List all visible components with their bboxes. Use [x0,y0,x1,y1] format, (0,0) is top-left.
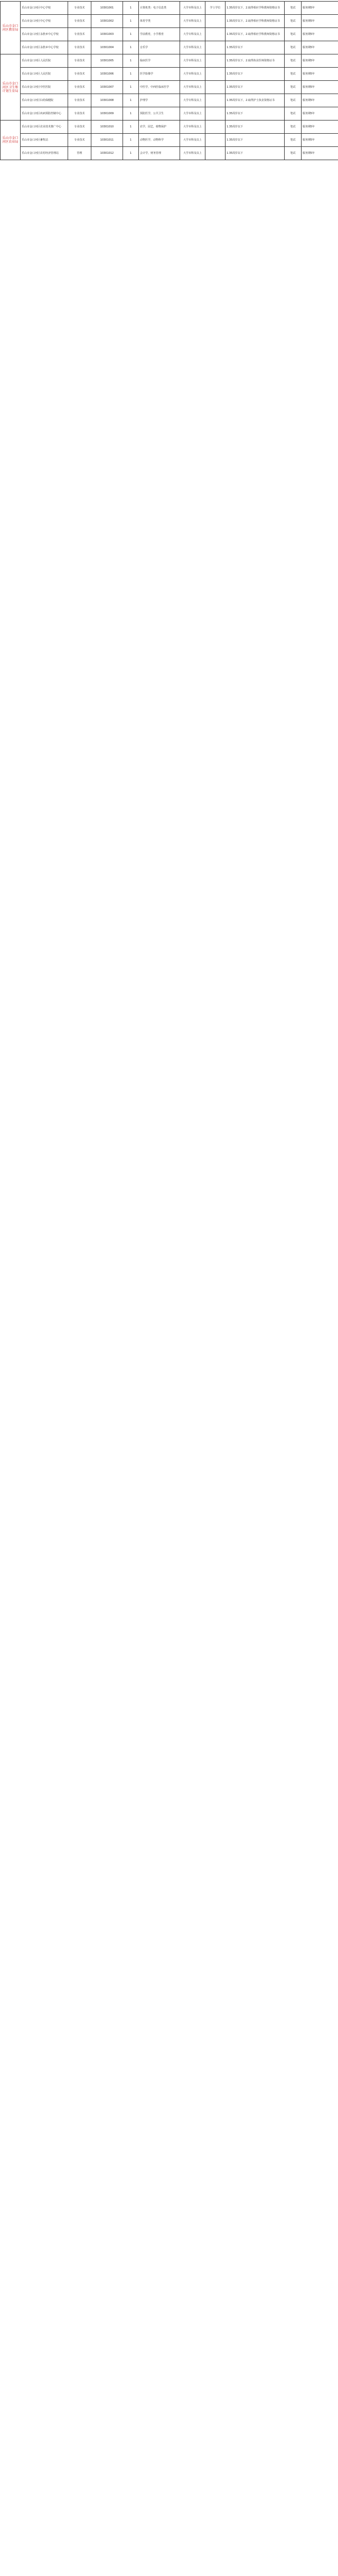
degree-cell [205,28,226,41]
degree-cell [205,15,226,28]
post-code-cell: 10301012 [91,147,123,160]
education-cell: 大学本科及以上 [180,54,205,68]
degree-cell [205,107,226,121]
unit-cell: 乐山市金口河区永胜乡中心学校 [21,28,68,41]
major-cell: 体育学类 [139,15,180,28]
count-cell: 1 [123,81,139,94]
major-cell: 计算机类：电子信息类 [139,2,180,15]
post-type-cell: 专业技术 [68,121,91,134]
post-type-cell: 专业技术 [68,107,91,121]
exam-type-cell: 笔试 [285,2,302,15]
degree-cell [205,147,226,160]
exam-type-cell: 笔试 [285,41,302,54]
major-cell: 护理学 [139,94,180,107]
unit-cell: 乐山市金口河区畜牧站 [21,134,68,147]
degree-cell [205,41,226,54]
requirement-cell: 1.35周岁以下，2.取得相应学科教师资格证书 [226,28,285,41]
count-cell: 1 [123,147,139,160]
table-row [1,107,338,121]
remark-cell: 服务期5年 [302,41,338,54]
count-cell: 1 [123,121,139,134]
major-cell: 医学影像学 [139,68,180,81]
degree-cell [205,54,226,68]
exam-type-cell: 笔试 [285,15,302,28]
major-cell: 预防医学，公共卫生 [139,107,180,121]
unit-cell: 乐山市金口河区永胜乡中心学校 [21,41,68,54]
count-cell: 1 [123,134,139,147]
table-row [1,147,338,160]
remark-cell: 服务期5年 [302,107,338,121]
table-row [1,2,338,15]
department-cell: 乐山市金口河区教育局 [1,2,21,54]
remark-cell: 服务期5年 [302,121,338,134]
remark-cell: 服务期5年 [302,2,338,15]
post-code-cell: 10301002 [91,15,123,28]
post-type-cell: 专业技术 [68,28,91,41]
unit-cell: 乐山市金口河区人民医院 [21,54,68,68]
post-code-cell: 10301009 [91,107,123,121]
remark-cell: 服务期5年 [302,15,338,28]
exam-type-cell: 笔试 [285,28,302,41]
remark-cell: 服务期5年 [302,94,338,107]
major-cell: 学前教育，小学教育 [139,28,180,41]
unit-cell: 乐山市金口河区妇幼保健院 [21,94,68,107]
remark-cell: 服务期5年 [302,147,338,160]
table-row [1,15,338,28]
requirement-cell: 1.35周岁以下 [226,41,285,54]
education-cell: 大学本科及以上 [180,2,205,15]
unit-cell: 乐山市金口河区农业技术推广中心 [21,121,68,134]
education-cell: 大学专科及以上 [180,28,205,41]
post-code-cell: 10301010 [91,121,123,134]
remark-cell: 服务期5年 [302,81,338,94]
remark-cell: 服务期5年 [302,68,338,81]
table-row [1,28,338,41]
requirement-cell: 1.35周岁以下，2.取得相应学科教师资格证书 [226,15,285,28]
post-type-cell: 专业技术 [68,41,91,54]
post-type-cell: 专业技术 [68,94,91,107]
education-cell: 大学专科及以上 [180,94,205,107]
degree-cell [205,134,226,147]
count-cell: 1 [123,54,139,68]
table-row [1,94,338,107]
post-code-cell: 10301003 [91,28,123,41]
major-cell: 临床医学 [139,54,180,68]
unit-cell: 乐山市金口河区中心学校 [21,2,68,15]
requirement-cell: 1.35周岁以下 [226,147,285,160]
unit-cell: 乐山市金口河区疾病预防控制中心 [21,107,68,121]
requirement-cell: 1.35周岁以下，2.取得执业医师资格证书 [226,54,285,68]
count-cell: 1 [123,28,139,41]
table-row [1,68,338,81]
count-cell: 1 [123,68,139,81]
post-code-cell: 10301008 [91,94,123,107]
post-code-cell: 10301004 [91,41,123,54]
post-type-cell: 专业技术 [68,81,91,94]
post-type-cell: 专业技术 [68,2,91,15]
post-code-cell: 10301001 [91,2,123,15]
table-row [1,134,338,147]
count-cell: 1 [123,2,139,15]
recruitment-table [0,1,338,160]
exam-type-cell: 笔试 [285,54,302,68]
exam-type-cell: 笔试 [285,94,302,107]
major-cell: 音乐学 [139,41,180,54]
exam-type-cell: 笔试 [285,147,302,160]
major-cell: 农学，园艺，植物保护 [139,121,180,134]
exam-type-cell: 笔试 [285,81,302,94]
major-cell: 动物医学，动物科学 [139,134,180,147]
unit-cell: 乐山市金口河区人民医院 [21,68,68,81]
education-cell: 大学本科及以上 [180,81,205,94]
count-cell: 1 [123,41,139,54]
post-code-cell: 10301007 [91,81,123,94]
post-code-cell: 10301011 [91,134,123,147]
remark-cell: 服务期5年 [302,28,338,41]
degree-cell [205,121,226,134]
major-cell: 中医学，中西医临床医学 [139,81,180,94]
education-cell: 大学本科及以上 [180,134,205,147]
requirement-cell: 1.35周岁以下 [226,81,285,94]
requirement-cell: 1.35周岁以下 [226,121,285,134]
table-row [1,121,338,134]
education-cell: 大学本科及以上 [180,68,205,81]
post-type-cell: 专业技术 [68,54,91,68]
degree-cell [205,68,226,81]
table-body [1,2,338,160]
remark-cell: 服务期5年 [302,54,338,68]
count-cell: 1 [123,107,139,121]
education-cell: 大学本科及以上 [180,121,205,134]
unit-cell: 乐山市金口河区农村经济管理站 [21,147,68,160]
post-type-cell: 专业技术 [68,134,91,147]
post-type-cell: 专业技术 [68,15,91,28]
major-cell: 会计学，财务管理 [139,147,180,160]
department-cell: 乐山市金口河区农业局 [1,121,21,160]
exam-type-cell: 笔试 [285,121,302,134]
requirement-cell: 1.35周岁以下 [226,107,285,121]
requirement-cell: 1.35周岁以下，2.取得护士执业资格证书 [226,94,285,107]
department-cell: 乐山市金口河区卫生和计划生育局 [1,54,21,121]
education-cell: 大学本科及以上 [180,107,205,121]
requirement-cell: 1.35周岁以下，2.取得相应学科教师资格证书 [226,2,285,15]
table-row [1,41,338,54]
unit-cell: 乐山市金口河区中医医院 [21,81,68,94]
education-cell: 大学本科及以上 [180,41,205,54]
education-cell: 大学本科及以上 [180,147,205,160]
remark-cell: 服务期5年 [302,134,338,147]
exam-type-cell: 笔试 [285,68,302,81]
unit-cell: 乐山市金口河区中心学校 [21,15,68,28]
education-cell: 大学本科及以上 [180,15,205,28]
count-cell: 1 [123,94,139,107]
recruitment-table-sheet [0,1,338,160]
table-row [1,54,338,68]
requirement-cell: 1.35周岁以下 [226,68,285,81]
requirement-cell: 1.35周岁以下 [226,134,285,147]
count-cell: 1 [123,15,139,28]
table-row [1,81,338,94]
post-code-cell: 10301006 [91,68,123,81]
degree-cell [205,81,226,94]
exam-type-cell: 笔试 [285,107,302,121]
exam-type-cell: 笔试 [285,134,302,147]
degree-cell: 学士学位 [205,2,226,15]
post-type-cell: 管理 [68,147,91,160]
post-type-cell: 专业技术 [68,68,91,81]
post-code-cell: 10301005 [91,54,123,68]
degree-cell [205,94,226,107]
